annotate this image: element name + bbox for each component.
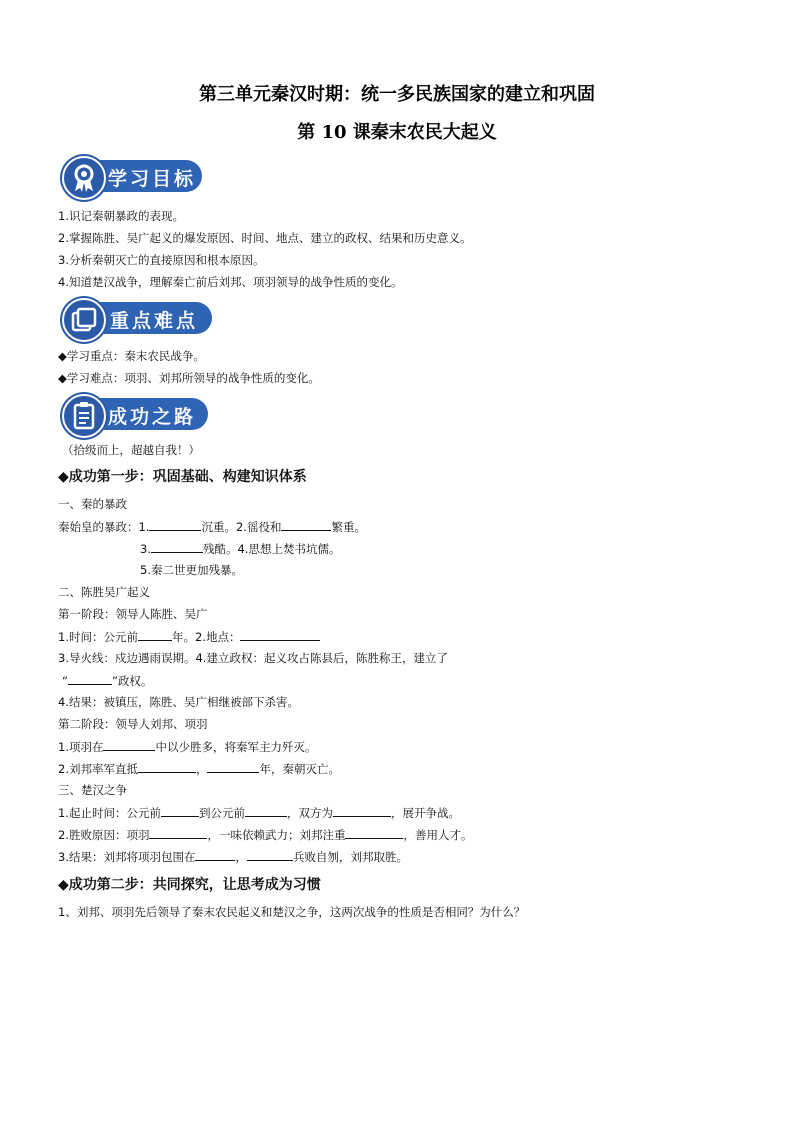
liu-bang-line: 2.刘邦率军直抵 ， 年，秦朝灭亡。 [58,762,340,776]
section-heading: 三、楚汉之争 [58,783,127,797]
key-points-banner-label: 重点难点 [110,310,199,332]
goal-item: 3.分析秦朝灭亡的直接原因和根本原因。 [58,253,265,267]
tyranny-line-3: 5.秦二世更加残暴。 [140,563,243,577]
success-banner-label: 成功之路 [108,406,197,428]
step-two-heading: ◆成功第二步：共同探究，让思考成为习惯 [58,877,321,893]
goal-item: 2.掌握陈胜、吴广起义的爆发原因、时间、地点、建立的政权、结果和历史意义。 [58,231,472,245]
chu-han-cause-line: 2.胜败原因：项羽 ，一味依赖武力；刘邦注重 ，善用人才。 [58,828,473,842]
fill-blank[interactable] [138,628,172,641]
fill-blank[interactable] [103,738,155,751]
result-line: 4.结果：被镇压，陈胜、吴广相继被部下杀害。 [58,695,299,709]
fill-blank[interactable] [195,848,235,861]
fuse-line: 3.导火线：戍边遇雨误期。4.建立政权：起义攻占陈县后，陈胜称王，建立了 [58,651,448,665]
fill-blank[interactable] [240,628,320,641]
xiang-yu-line: 1.项羽在 中以少胜多，将秦军主力歼灭。 [58,740,317,754]
chu-han-result-line: 3.结果：刘邦将项羽包围在 ， 兵败自刎，刘邦取胜。 [58,850,408,864]
step-one-heading: ◆成功第一步：巩固基础、构建知识体系 [58,469,307,485]
fill-blank[interactable] [281,518,331,531]
fill-blank[interactable] [345,826,403,839]
fill-blank[interactable] [333,804,391,817]
difficult-point-item: ◆学习难点：项羽、刘邦所领导的战争性质的变化。 [58,371,320,385]
award-ribbon-icon [62,156,106,200]
stage-one: 第一阶段：领导人陈胜、吴广 [58,607,208,621]
unit-title: 第三单元秦汉时期：统一多民族国家的建立和巩固 [199,84,595,105]
lesson-title: 第 10 课秦末农民大起义 [297,122,497,143]
fill-blank[interactable] [207,760,259,773]
documents-icon [62,298,106,342]
discussion-question: 1、刘邦、项羽先后领导了秦末农民起义和楚汉之争，这两次战争的性质是否相同？为什么？ [58,905,526,919]
success-banner [62,394,208,434]
motto: （拾级而上，超越自我！） [62,443,200,457]
fill-blank[interactable] [149,518,201,531]
fill-blank[interactable] [138,760,196,773]
fill-blank[interactable] [151,540,203,553]
goals-banner [62,156,202,196]
fill-blank[interactable] [161,804,199,817]
chu-han-time-line: 1.起止时间：公元前 到公元前 ，双方为 ，展开争战。 [58,806,460,820]
fill-blank[interactable] [247,848,293,861]
section-heading: 二、陈胜吴广起义 [58,585,150,599]
tyranny-line-1: 秦始皇的暴政：1. 沉重。2.徭役和 繁重。 [58,520,366,534]
goal-item: 4.知道楚汉战争，理解秦亡前后刘邦、项羽领导的战争性质的变化。 [58,275,403,289]
regime-line: “ ”政权。 [62,674,153,688]
section-heading: 一、秦的暴政 [58,497,127,511]
key-points-banner [62,298,212,338]
clipboard-icon [62,394,106,438]
tyranny-line-2: 3. 残酷。4.思想上焚书坑儒。 [140,542,341,556]
key-point-item: ◆学习重点：秦末农民战争。 [58,349,205,363]
stage-two: 第二阶段：领导人刘邦、项羽 [58,717,208,731]
goals-banner-label: 学习目标 [108,168,197,190]
goal-item: 1.识记秦朝暴政的表现。 [58,209,184,223]
time-location-line: 1.时间：公元前 年。2.地点： [58,628,320,645]
fill-blank[interactable] [68,672,112,685]
fill-blank[interactable] [245,804,287,817]
fill-blank[interactable] [149,826,207,839]
